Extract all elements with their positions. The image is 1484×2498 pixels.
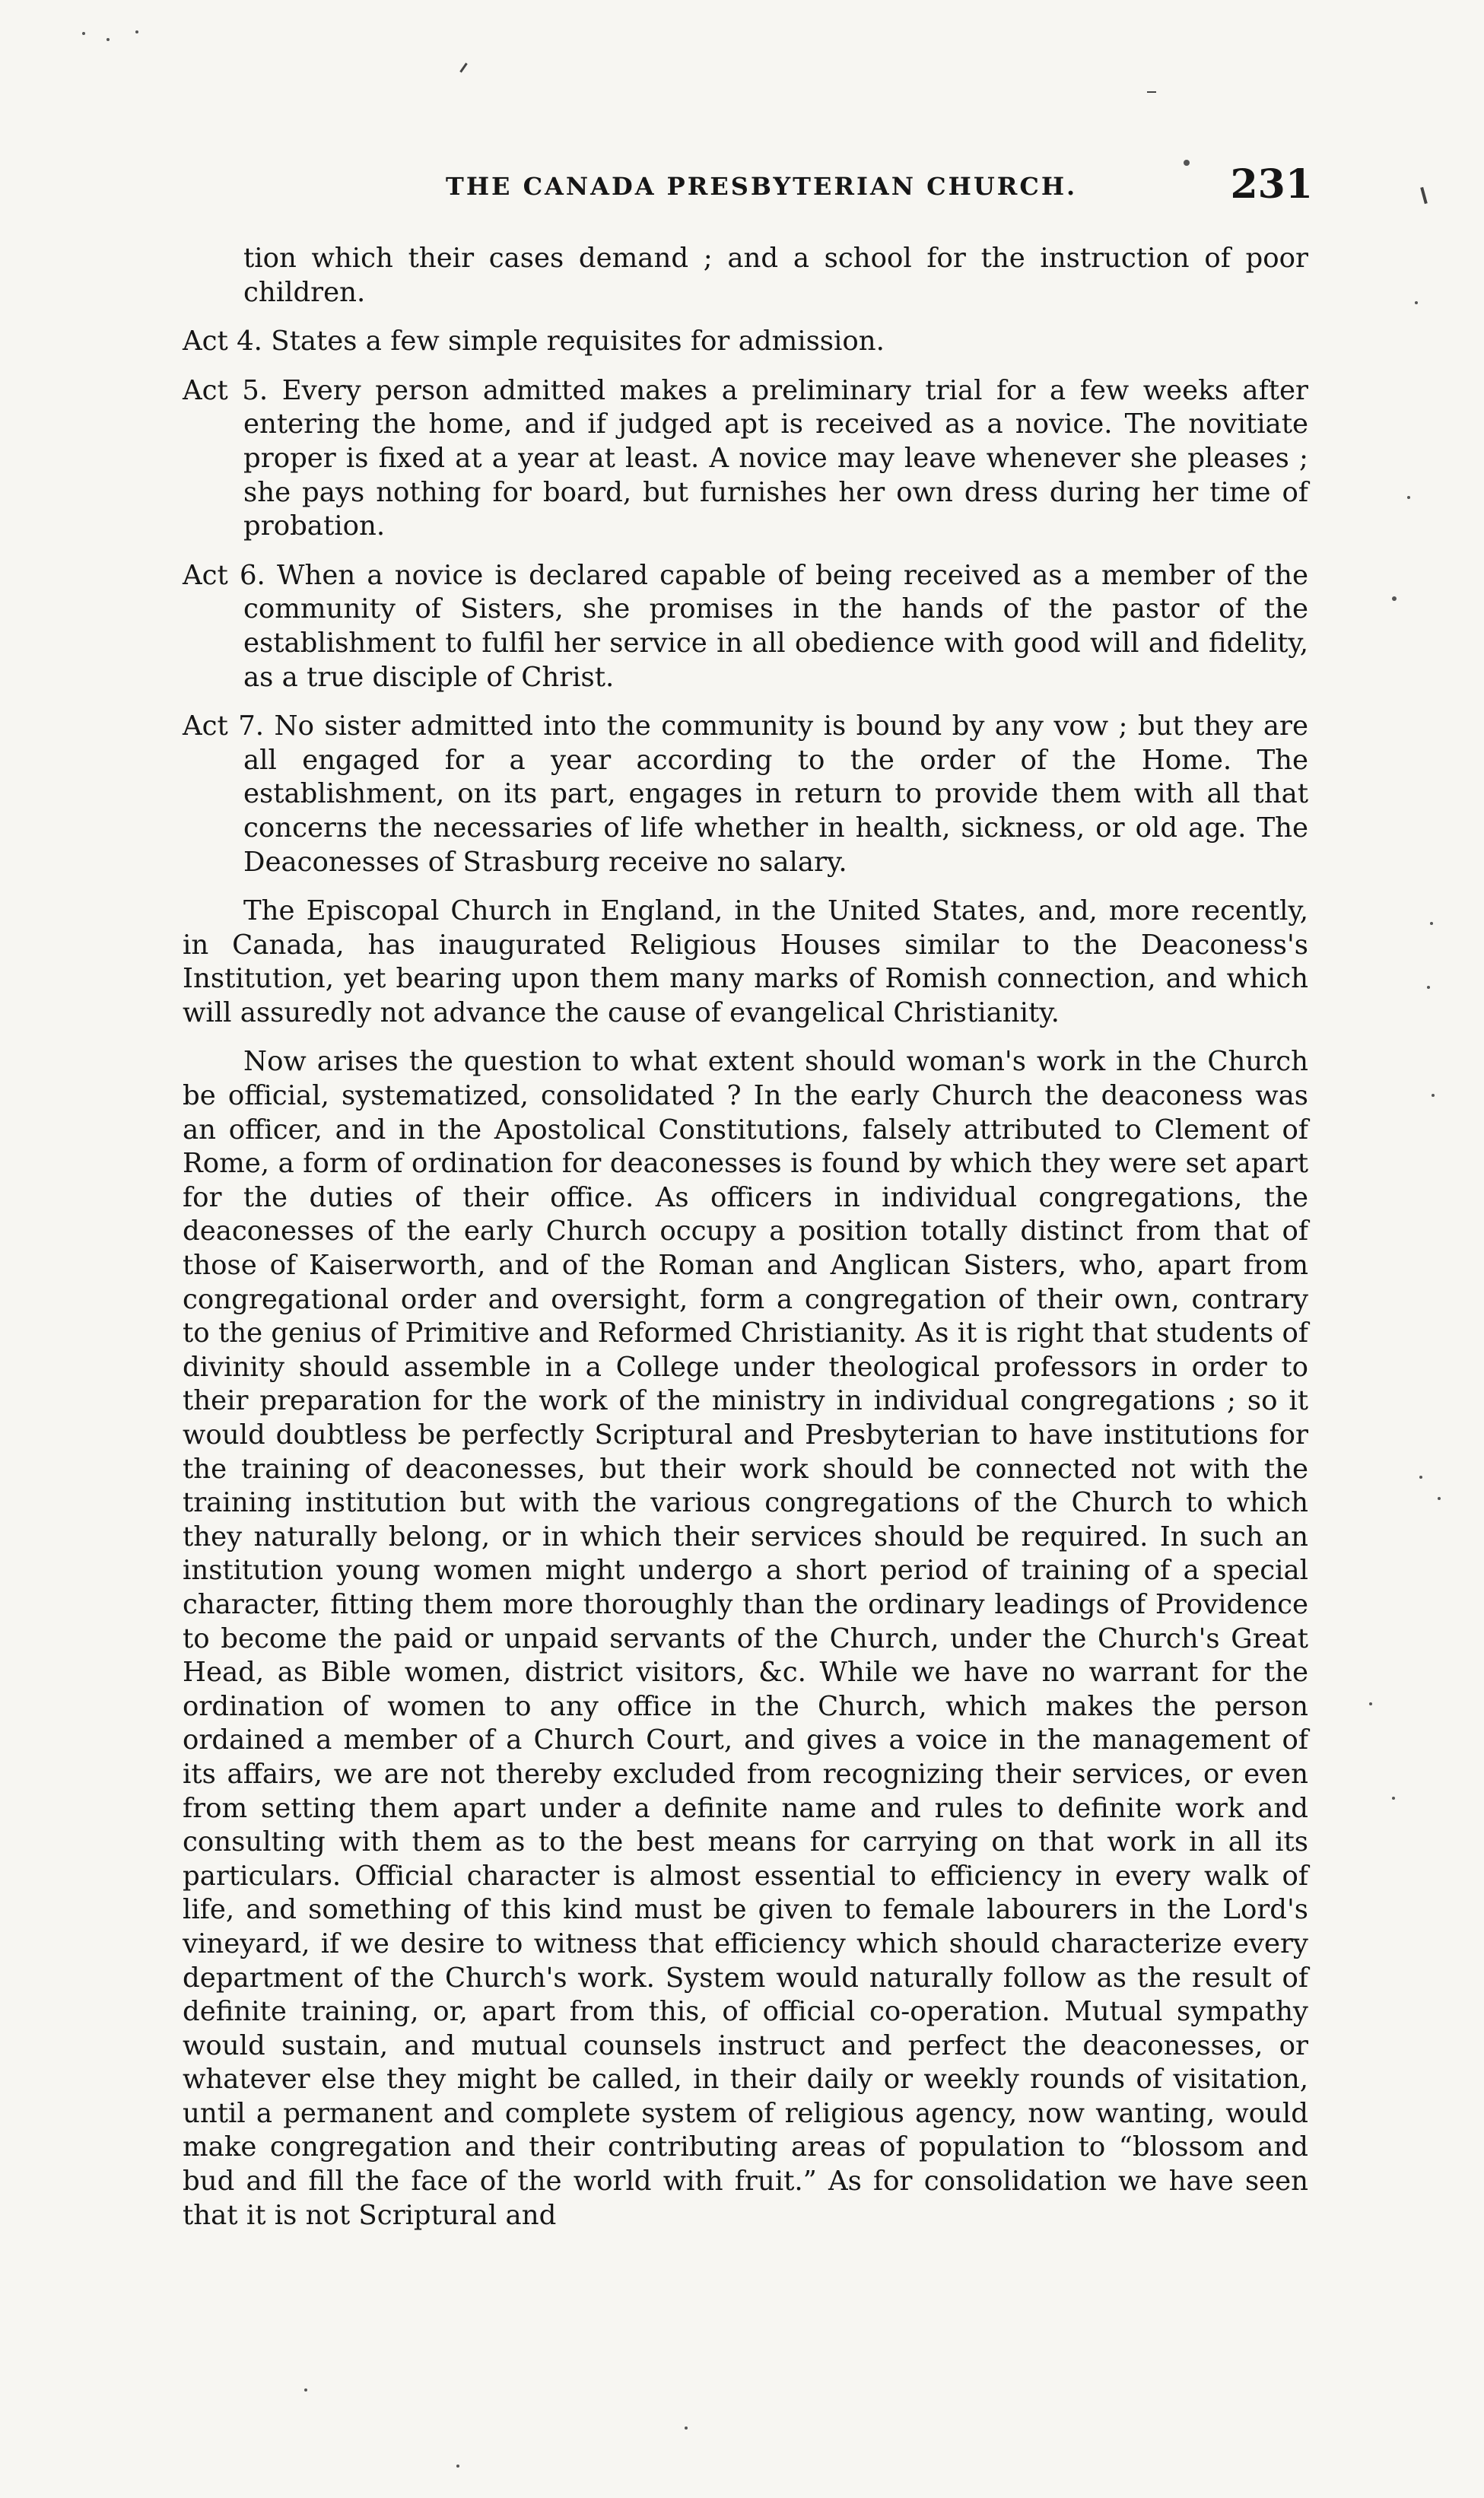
margin-speck (304, 2388, 307, 2392)
continuation-text: tion which their cases demand ; and a school for the instruction of poor children. (243, 243, 1308, 308)
act-entry (183, 325, 1308, 359)
body-paragraph: The Episcopal Church in England, in the United States, and, more recently, in Canada, has inaugurated Religious Houses similar to the Deaconess's Institution, yet bearing upon them many marks of Romish connection, and which will assuredly not advance the cause of evangelical Christianity. (183, 895, 1308, 1028)
margin-speck (1407, 496, 1410, 499)
margin-speck (82, 32, 85, 35)
act-label: Act 4. (183, 326, 262, 358)
margin-speck (1415, 301, 1418, 304)
margin-speck (456, 2465, 459, 2468)
act-entry (183, 559, 1308, 694)
act-label: Act 5. (183, 374, 269, 406)
margin-speck (1392, 1797, 1395, 1800)
margin-mark (1147, 91, 1156, 93)
act-label: Act 6. (183, 559, 265, 591)
act-text: When a novice is declared capable of being received as a member of the community of Sisters, she promises in the hands of the pastor of the establishment to fulfil her service in all obedience with good will and fidelity, as a true disciple of Christ. (243, 559, 1308, 693)
page-number: 231 (1230, 161, 1313, 208)
body-paragraph: Now arises the question to what extent should woman's work in the Church be official, systematized, consolidated ? In the early Church the deaconess was an officer, and in the Apostolical Constitutions, falsely attributed to Clement of Rome, a form of ordination for deaconesses is found by which they were set apart for the duties of their office. As officers in individual congregations, the deaconesses of the early Church occupy a position totally distinct from that of those of Kaiserworth, and of the Roman and Anglican Sisters, who, apart from congregational order and oversight, form a congregation of their own, contrary to the genius of Primitive and Reformed Christianity. As it is right that students of divinity should assemble in a College under theological professors in order to their preparation for the work of the ministry in individual congregations ; so it would doubtless be perfectly Scriptural and Presbyterian to have institutions for the training of deaconesses, but their work should be connected not with the training institution but with the various congregations of the Church to which they naturally belong, or in which their services should be required. In such an institution young women might undergo a short period of training of a special character, fitting them more thoroughly than the ordinary leadings of Providence to become the paid or unpaid servants of the Church, under the Church's Great Head, as Bible women, district visitors, &c. While we have no warrant for the ordination of women to any office in the Church, which makes the person ordained a member of a Church Court, and gives a voice in the management of its affairs, we are not thereby excluded from recognizing their services, or even from setting them apart under a definite name and rules to definite work and consulting with them as to the best means for carrying on that work in all its particulars. Official character is almost essential to efficiency in every walk of life, and something of this kind must be given to female labourers in the Lord's vineyard, if we desire to witness that efficiency which should characterize every department of the Church's work. System would naturally follow as the result of definite training, or, apart from this, of official co-operation. Mutual sympathy would sustain, and mutual counsels instruct and perfect the deaconesses, or whatever else they might be called, in their daily or weekly rounds of visitation, until a permanent and complete system of religious agency, now wanting, would make congregation and their contributing areas of population to “blossom and bud and fill the face of the world with fruit.” As for consolidation we have seen that it is not Scriptural and (183, 1046, 1308, 2231)
margin-speck (1427, 986, 1430, 989)
margin-speck (1369, 1702, 1372, 1705)
margin-speck (685, 2426, 688, 2430)
act-text: Every person admitted makes a preliminary trial for a few weeks after entering the home, and if judged apt is received as a novice. The novitiate proper is fixed at a year at least. A novice may leave whenever she pleases ; she pays nothing for board, but furnishes her own dress during her time of probation. (243, 374, 1308, 542)
margin-speck (1419, 1476, 1422, 1479)
act-entry (183, 710, 1308, 879)
margin-speck (1438, 1497, 1441, 1500)
margin-speck (1392, 596, 1397, 601)
margin-speck (1430, 922, 1433, 925)
page-body (183, 242, 1308, 2233)
page-header (180, 161, 1336, 215)
margin-mark (1420, 187, 1428, 204)
act-text: States a few simple requisites for admission. (271, 326, 885, 358)
margin-mark (459, 62, 467, 72)
act-entry (183, 374, 1308, 544)
margin-speck (135, 30, 138, 33)
act-label: Act 7. (183, 710, 265, 742)
running-title: THE CANADA PRESBYTERIAN CHURCH. (446, 172, 1078, 201)
margin-speck (106, 38, 110, 41)
margin-speck (1432, 1094, 1435, 1097)
act-text: No sister admitted into the community is bound by any vow ; but they are all engaged for a year according to the order of the Home. The establishment, on its part, engages in return to provide them with all that concerns the necessaries of life whether in health, sickness, or old age. The Deaconesses of Strasburg receive no salary. (243, 710, 1308, 878)
